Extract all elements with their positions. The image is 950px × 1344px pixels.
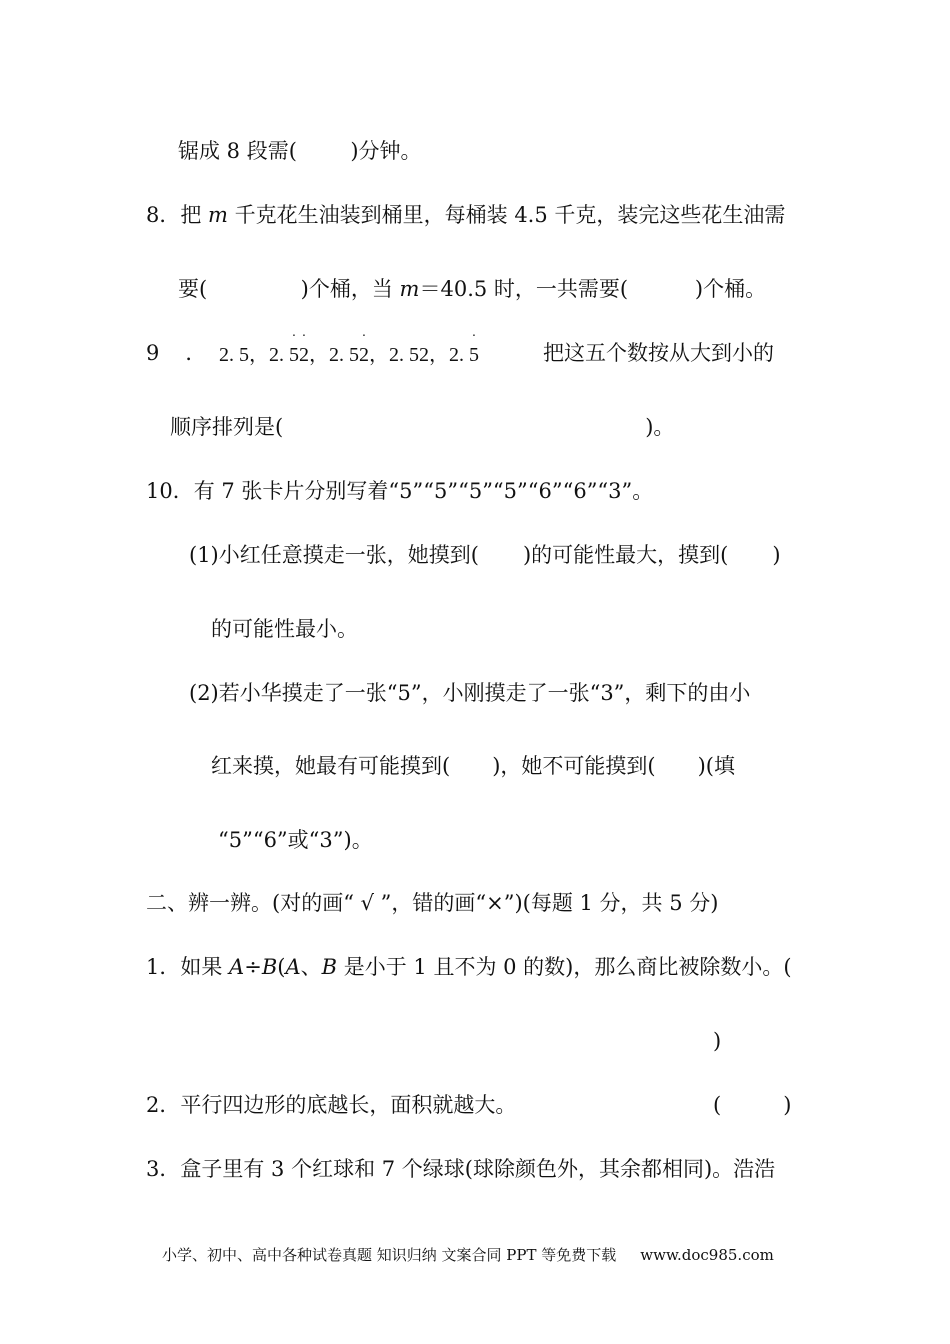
judge-3: 3．盒子里有 3 个红球和 7 个绿球(球除颜色外，其余都相同)。浩浩 <box>146 1157 776 1181</box>
repeat-dot: · <box>291 329 297 344</box>
repeat-dot: · <box>471 329 477 344</box>
judge-2-answer-paren: ( ) <box>713 1093 792 1117</box>
footer-url[interactable]: www.doc985.com <box>640 1246 774 1264</box>
footer-text: 小学、初中、高中各种试卷真题 知识归纳 文案合同 PPT 等免费下载 <box>162 1246 617 1264</box>
q7-continuation: 锯成 8 段需( )分钟。 <box>178 139 422 163</box>
question-10-part1: (1)小红任意摸走一张，她摸到( )的可能性最大，摸到( ) <box>189 543 781 567</box>
page-footer <box>162 1244 774 1265</box>
question-9-line2: 顺序排列是( )。 <box>170 415 675 439</box>
judge-1-close-paren: ) <box>713 1029 722 1053</box>
question-10-part2-line3: “5”“6”或“3”)。 <box>218 828 373 852</box>
question-10-part2: (2)若小华摸走了一张“5”，小刚摸走了一张“3”，剩下的由小 <box>189 681 751 705</box>
question-9-decimals: 2. 5，2. · 5 · 2，2. 5 · 2，2. 52，2. · 5 <box>219 329 479 366</box>
judge-2: 2．平行四边形的底越长，面积就越大。 <box>146 1093 517 1117</box>
question-10-part2-line2: 红来摸，她最有可能摸到( )，她不可能摸到( )(填 <box>211 754 735 778</box>
question-10-part1-line2: 的可能性最小。 <box>211 617 358 641</box>
question-8: 8．把 m 千克花生油装到桶里，每桶装 4.5 千克，装完这些花生油需 <box>146 203 786 227</box>
question-10: 10．有 7 张卡片分别写着“5”“5”“5”“5”“6”“6”“3”。 <box>146 479 654 503</box>
repeat-dot: · <box>361 329 367 344</box>
question-9-text: 把这五个数按从大到小的 <box>543 341 774 365</box>
repeat-dot: · <box>301 329 307 344</box>
judge-1: 1．如果 A÷B(A、B 是小于 1 且不为 0 的数)，那么商比被除数小。( <box>146 955 792 979</box>
question-9-number: 9 ． <box>146 341 207 365</box>
question-8-line2: 要( )个桶，当 m＝40.5 时，一共需要( )个桶。 <box>178 277 767 301</box>
section-2-heading: 二、辨一辨。(对的画“ √ ”，错的画“×”)(每题 1 分，共 5 分) <box>146 891 719 915</box>
